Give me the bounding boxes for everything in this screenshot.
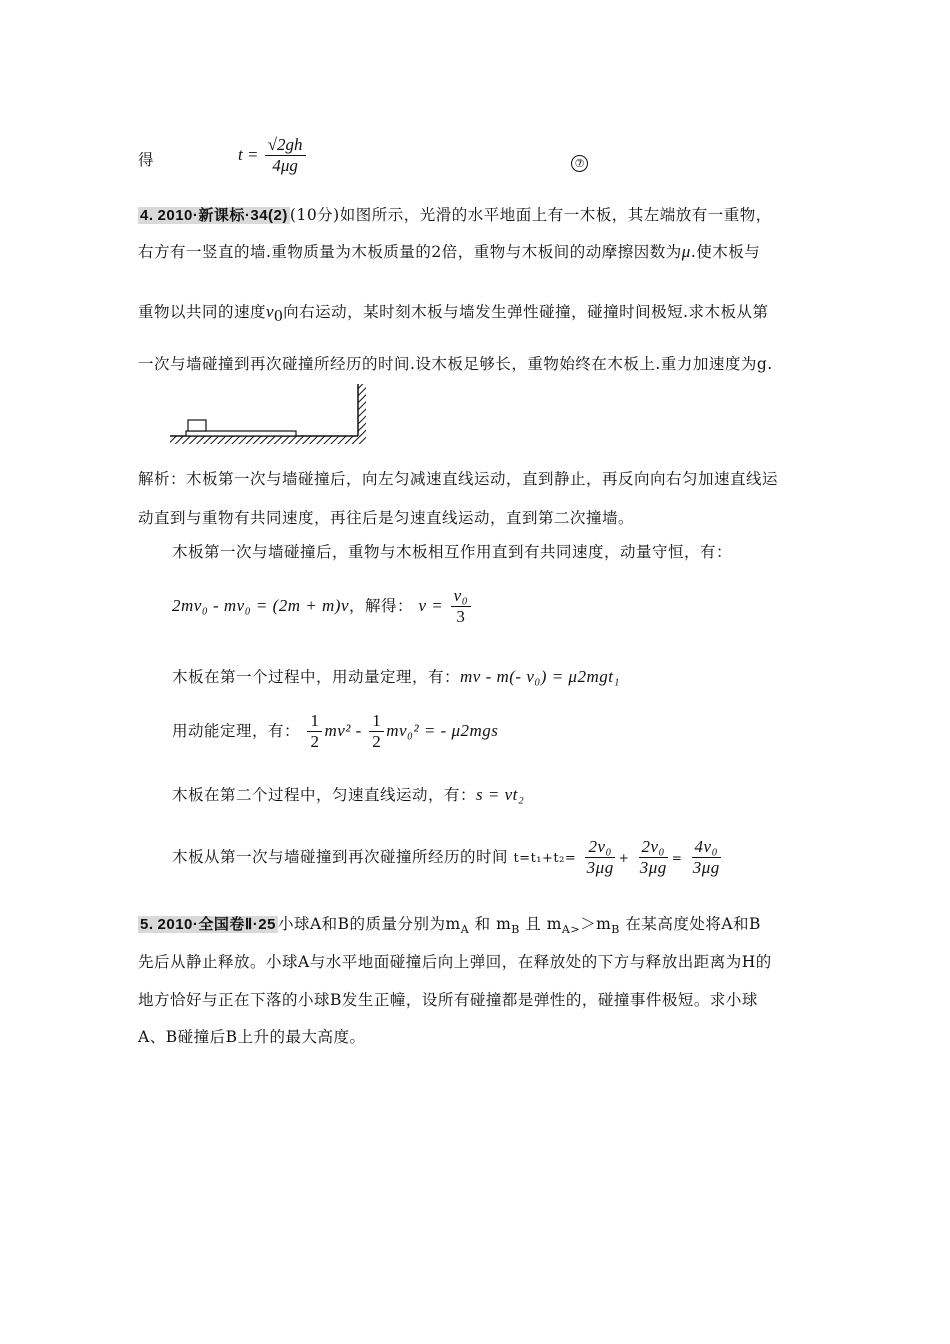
- eq7-t: t: [238, 144, 243, 164]
- p5-line2: 先后从静止释放。小球A与水平地面碰撞后向上弹回，在释放处的下方与释放出距离为H的: [138, 953, 772, 971]
- p4-line4: 一次与墙碰撞到再次碰撞所经历的时间.设木板足够长，重物始终在木板上.重力加速度为g.: [138, 355, 773, 373]
- p4-line1: [138, 203, 772, 225]
- p4-text1: (10分)如图所示，光滑的水平地面上有一木板，其左端放有一重物，: [289, 206, 772, 224]
- p4-line3: 重物以共同的速度$v_0$向右运动，某时刻木板与墙发生弹性碰撞，碰撞时间极短.求木板从第: [138, 302, 769, 326]
- eq7-den: 4μg: [272, 155, 298, 175]
- eq-mark-7: ⑦: [571, 152, 588, 172]
- p4-number: 4.: [140, 207, 154, 224]
- eq4-line: 木板在第二个过程中，匀速直线运动，有：s = vt₂: [172, 785, 525, 804]
- sol-line3: 木板第一次与墙碰撞后，重物与木板相互作用直到有共同速度，动量守恒，有：: [172, 543, 733, 561]
- mu-symbol: μ: [681, 242, 691, 261]
- eq5-line: 木板从第一次与墙碰撞到再次碰撞所经历的时间 t=t₁+t₂= $\frac{\text{2v₀}}{3\mu g}$ + $\frac{\text{2v₀}}{3\mu g}$ = $\frac{\text{4v₀}}{3\mu g}$: [172, 837, 720, 877]
- ground-hatch: [170, 436, 358, 444]
- eq2-formula: mv - m(- v₀) = μ2mgt₁: [460, 667, 620, 686]
- eq2-line: 木板在第一个过程中，用动量定理，有：mv - m(- v₀) = μ2mgt₁: [172, 667, 620, 686]
- p5-source-tag: 2010·全国卷Ⅱ·25: [157, 916, 276, 933]
- sol-line1: 解析：木板第一次与墙碰撞后，向左匀减速直线运动，直到静止，再反向向右匀加速直线运: [138, 470, 779, 488]
- block-shape: [188, 420, 206, 431]
- eq1-fraction: $\frac{\text{v₀}}{3}$: [451, 587, 471, 627]
- eq7-line: [138, 148, 154, 170]
- wall-hatch: [358, 384, 366, 444]
- eq7-formula: [238, 136, 308, 176]
- eq3-line: 用动能定理，有： $\frac{1}{2}$ mv² - $\frac{1}{2}$ mv₀² = - μ2mgs: [172, 711, 499, 751]
- de-label: 得: [138, 151, 155, 169]
- p5-number: 5.: [140, 916, 154, 933]
- eq3-formula: mv₀² = - μ2mgs: [386, 721, 499, 741]
- eq1-line: 2mv₀ - mv₀ = (2m + m)v，解得： v = $\frac{\text{v₀}}{3}$: [172, 587, 473, 627]
- p5-line1: 5. 2010·全国卷Ⅱ·25 小球A和B的质量分别为$m_A$ 和 $m_B$ 且 $m_{A>}>m_B$ 在某高度处将A和B: [140, 915, 761, 937]
- eq7-fraction: [265, 136, 306, 176]
- p4-line2: 右方有一竖直的墙.重物质量为木板质量的2倍，重物与木板间的动摩擦因数为μ.使木板与: [138, 242, 761, 261]
- eq4-formula: s = vt₂: [476, 785, 525, 804]
- board-shape: [186, 431, 296, 436]
- p4-source-tag: 2010·新课标·34(2): [157, 207, 288, 224]
- p5-line4: A、B碰撞后B上升的最大高度。: [138, 1028, 366, 1046]
- eq7-eq: =: [242, 144, 259, 164]
- board-wall-figure: [168, 380, 378, 450]
- p5-line3: 地方恰好与正在下落的小球B发生正幢，设所有碰撞都是弹性的，碰撞事件极短。求小球: [138, 991, 758, 1009]
- sol-line2: 动直到与重物有共同速度，再往后是匀速直线运动，直到第二次撞墙。: [138, 509, 635, 527]
- eq7-num: √2gh: [265, 136, 306, 156]
- eq1-formula: 2mv₀ - mv₀ = (2m + m)v: [172, 596, 349, 616]
- v0-symbol: v: [266, 302, 275, 321]
